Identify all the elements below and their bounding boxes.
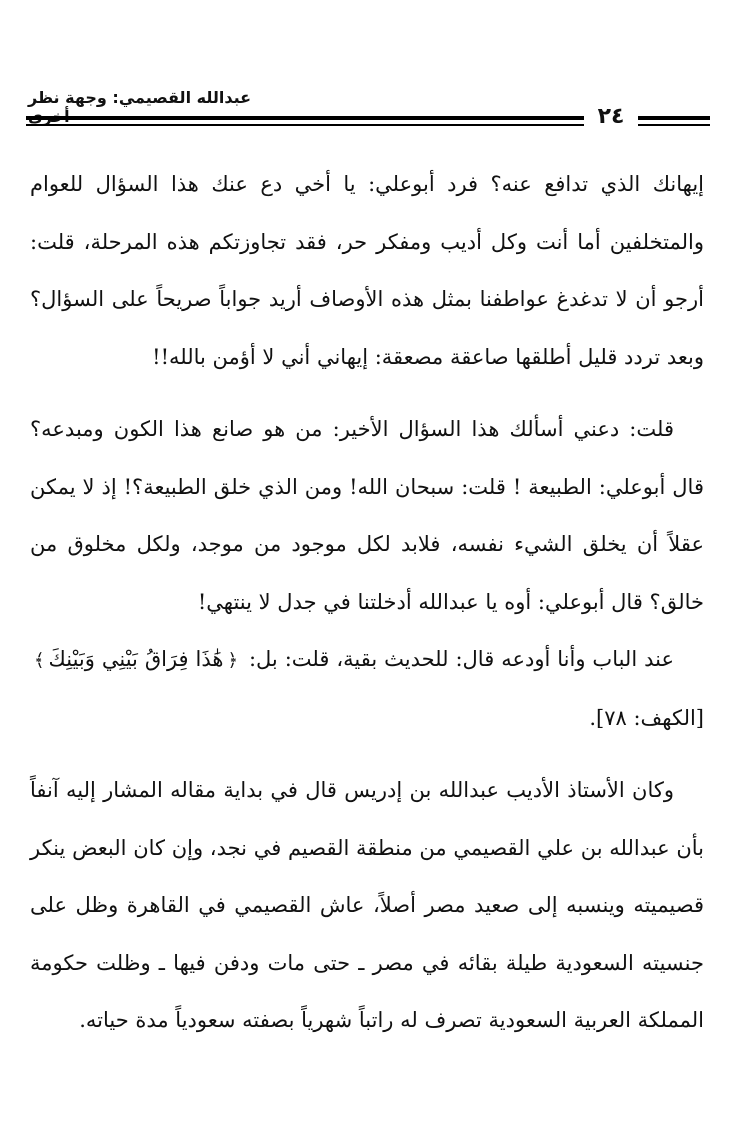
- folio-rule-thick: [638, 116, 710, 120]
- running-title: عبدالله القصيمي: وجهة نظر: [28, 88, 252, 107]
- quran-reference: [الكهف: ٧٨].: [589, 705, 704, 730]
- quran-bracket-open: ﴿: [227, 650, 238, 671]
- paragraph-1: إيهانك الذي تدافع عنه؟ فرد أبوعلي: يا أخي دع عنك هذا السؤال للعوام والمتخلفين أما أنت وكل أديب ومفكر حر، فقد تجاوزتكم هذه المرحلة، قلت: أرجو أن لا تدغدغ عواطفنا بمثل هذه الأوصاف أريد جواباً صريحاً على السؤال؟ وبعد تردد قليل أطلقها صاعقة مصعقة: إيهاني أني لا أؤمن بالله!!: [30, 172, 704, 369]
- paragraph-3: [30, 631, 704, 747]
- quran-bracket-close: ﴾: [34, 650, 45, 671]
- header-rule-thick: [26, 116, 584, 120]
- page-number: ٢٤: [597, 104, 625, 129]
- folio-rule-thin: [638, 124, 710, 126]
- page-body: [30, 156, 704, 1050]
- header-rule-thin: [26, 124, 584, 126]
- quran-verse: هَٰذَا فِرَاقُ بَيْنِي وَبَيْنِكَ: [48, 647, 224, 671]
- paragraph-3-text: عند الباب وأنا أودعه قال: للحديث بقية، قلت: بل:: [248, 647, 674, 671]
- paragraph-2: قلت: دعني أسألك هذا السؤال الأخير: من هو صانع هذا الكون ومبدعه؟ قال أبوعلي: الطبيعة ! قلت: سبحان الله! ومن الذي خلق الطبيعة؟! إذ لا يمكن عقلاً أن يخلق الشيء نفسه، فلابد لكل موجود من موجد، ولكل مخلوق من خالق؟ قال أبوعلي: أوه يا عبدالله أدخلتنا في جدل لا ينتهي!: [30, 417, 704, 614]
- paragraph-4: وكان الأستاذ الأديب عبدالله بن إدريس قال في بداية مقاله المشار إليه آنفاً بأن عبدالله بن علي القصيمي من منطقة القصيم في نجد، وإن كان البعض ينكر قصيميته وينسبه إلى صعيد مصر أصلاً، عاش القصيمي في القاهرة وظل على جنسيته السعودية طيلة بقائه في مصر ـ حتى مات ودفن فيها ـ وظلت حكومة المملكة العربية السعودية تصرف له راتباً شهرياً بصفته سعودياً مدة حياته.: [30, 778, 704, 1032]
